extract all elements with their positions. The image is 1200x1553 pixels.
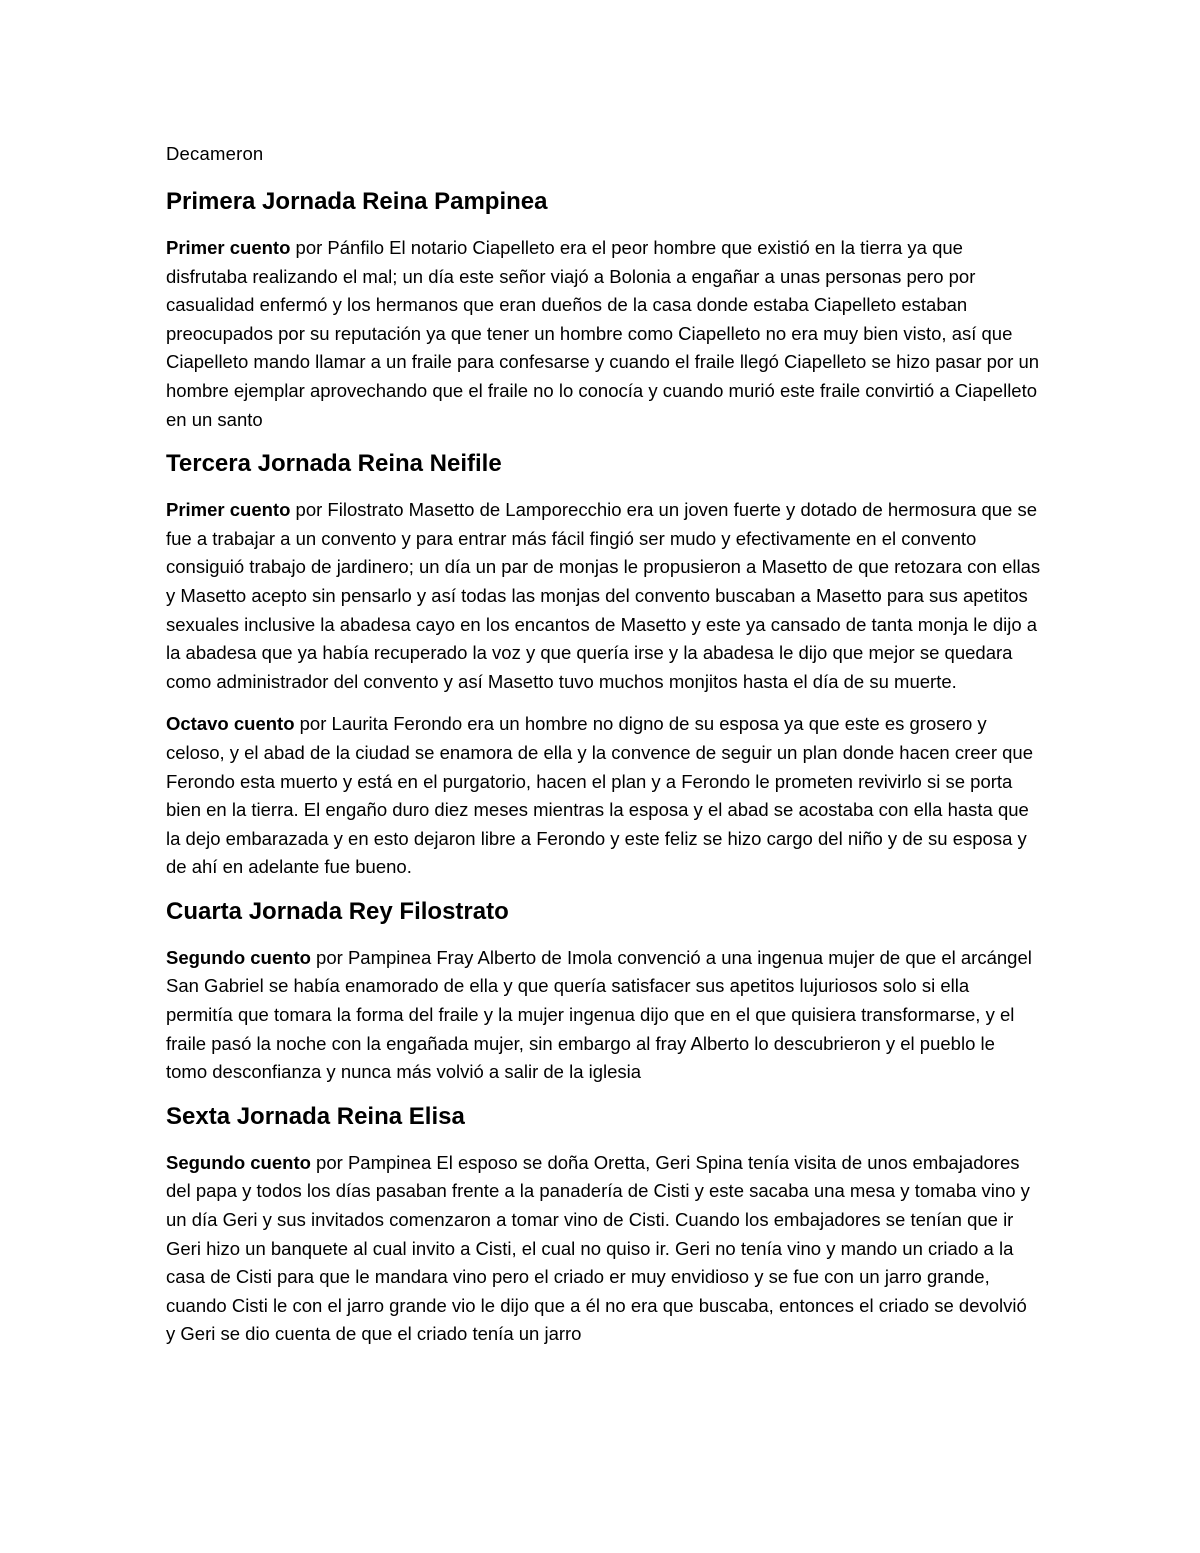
story-text: por Filostrato Masetto de Lamporecchio era un joven fuerte y dotado de hermosura que se fue a trabajar a un convento y para entrar más fácil fingió ser mudo y efectivamente en el convento consiguió trabajo de jardinero; un día un par de monjas le propusieron a Masetto de que retozara con ellas y Masetto acepto sin pensarlo y así todas las monjas del convento buscaban a Masetto para sus apetitos sexuales inclusive la abadesa cayo en los encantos de Masetto y este ya cansado de tanta monja le dijo a la abadesa que ya había recuperado la voz y que quería irse y la abadesa le dijo que mejor se quedara como administrador del convento y así Masetto tuvo muchos monjitos hasta el día de su muerte. — [166, 499, 1041, 692]
story-paragraph — [166, 944, 1041, 1087]
section-heading-primera-jornada: Primera Jornada Reina Pampinea — [166, 188, 548, 215]
story-lead: Segundo cuento — [166, 1151, 311, 1173]
story-lead: Primer cuento — [166, 237, 291, 258]
story-text: por Pampinea Fray Alberto de Imola convenció a una ingenua mujer de que el arcángel San Gabriel se había enamorado de ella y que quería satisfacer sus apetitos lujuriosos solo si ella permitía que tomara la forma del fraile y la mujer ingenua dijo que en el que quisiera transformarse, y el fraile pasó la noche con la engañada mujer, sin embargo al fray Alberto lo descubrieron y el pueblo le tomo desconfianza y nunca más volvió a salir de la iglesia — [166, 946, 1032, 1083]
story-lead: Primer cuento — [166, 499, 291, 521]
section-heading-cuarta-jornada: Cuarta Jornada Rey Filostrato — [166, 897, 509, 925]
story-paragraph — [166, 234, 1041, 434]
story-lead: Segundo cuento — [166, 946, 311, 968]
section-heading-sexta-jornada: Sexta Jornada Reina Elisa — [166, 1102, 465, 1130]
story-text: por Pánfilo El notario Ciapelleto era el peor hombre que existió en la tierra ya que disfrutaba realizando el mal; un día este señor viajó a Bolonia a engañar a unas personas pero por casualidad enfermó y los hermanos que eran dueños de la casa donde estaba Ciapelleto estaban preocupados por su reputación ya que tener un hombre como Ciapelleto no era muy bien visto, así que Ciapelleto mando llamar a un fraile para confesarse y cuando el fraile llegó Ciapelleto se hizo pasar por un hombre ejemplar aprovechando que el fraile no lo conocía y cuando murió este fraile convirtió a Ciapelleto en un santo — [166, 237, 1040, 430]
story-paragraph — [166, 496, 1041, 696]
document-title: Decameron — [166, 143, 264, 164]
document-body — [166, 140, 1041, 1363]
story-text: por Laurita Ferondo era un hombre no digno de su esposa ya que este es grosero y celoso, y el abad de la ciudad se enamora de ella y la convence de seguir un plan donde hacen creer que Ferondo esta muerto y está en el purgatorio, hacen el plan y a Ferondo le prometen revivirlo si se porta bien en la tierra. El engaño duro diez meses mientras la esposa y el abad se acostaba con ella hasta que la dejo embarazada y en esto dejaron libre a Ferondo y este feliz se hizo cargo del niño y de su esposa y de ahí en adelante fue bueno. — [166, 713, 1034, 878]
section-heading-tercera-jornada: Tercera Jornada Reina Neifile — [166, 450, 502, 478]
story-text: por Pampinea El esposo se doña Oretta, Geri Spina tenía visita de unos embajadores del papa y todos los días pasaban frente a la panadería de Cisti y este sacaba una mesa y tomaba vino y un día Geri y sus invitados comenzaron a tomar vino de Cisti. Cuando los embajadores se tenían que ir Geri hizo un banquete al cual invito a Cisti, el cual no quiso ir. Geri no tenía vino y mando un criado a la casa de Cisti para que le mandara vino pero el criado er muy envidioso y se fue con un jarro grande, cuando Cisti le con el jarro grande vio le dijo que a él no era que buscaba, entonces el criado se devolvió y Geri se dio cuenta de que el criado tenía un jarro — [166, 1151, 1030, 1345]
story-paragraph — [166, 1149, 1041, 1349]
story-paragraph — [166, 710, 1041, 882]
story-lead: Octavo cuento — [166, 713, 295, 735]
